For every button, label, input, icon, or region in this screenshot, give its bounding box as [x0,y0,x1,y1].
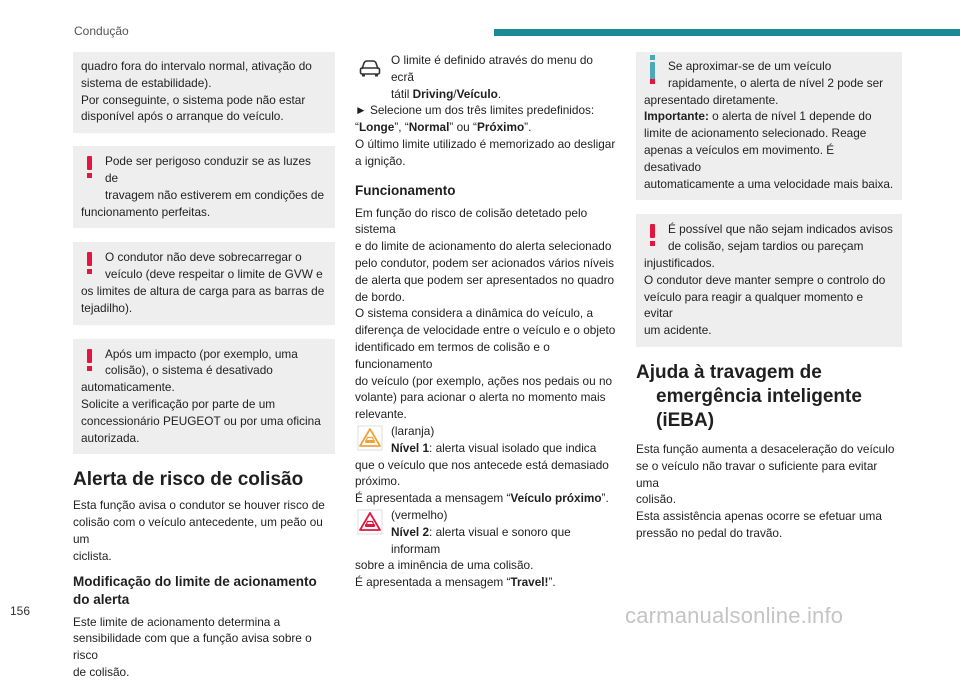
text-line: limite de acionamento selecionado. Reage [644,126,867,141]
option-longe: Longe [358,120,395,135]
warning-box-alerts [636,214,902,347]
text-line: quadro fora do intervalo normal, ativação do [81,59,312,73]
text-line: O condutor deve manter sempre o controlo do [644,272,886,287]
text-line: travagem não estiverem em condições de [105,187,325,202]
alert-level-2 [355,507,617,557]
page-number: 156 [10,604,31,618]
text-line: de colisão, sejam tardios ou pareçam [668,239,864,254]
text-line: sistema de estabilidade). [81,75,212,90]
subsection-heading [73,573,335,609]
info-icon [650,62,655,80]
running-header: Condução [74,24,129,38]
text-line: Esta assistência apenas ocorre se efetuar uma [636,509,882,524]
text-line: identificado em termos de colisão e o funcionamento [355,339,550,371]
text-line: autorizada. [81,430,140,445]
text-line: automaticamente. [81,380,175,395]
warning-exclamation-icon [650,224,655,238]
section-heading [636,361,902,433]
option-proximo: Próximo [476,120,525,135]
text-line: sensibilidade com que a função avisa sobre o risco [73,631,312,663]
text-line: Importante: o alerta de nível 1 depende do [644,109,872,124]
info-box-level-2 [636,52,902,200]
text-line: Em função do risco de colisão detetado pelo sistema [355,205,588,237]
text-line: Solicite a verificação por parte de um [81,396,276,411]
text-line: ► Selecione um dos três limites predefinidos: [355,103,595,118]
text-line: sobre a iminência de uma colisão. [355,558,534,573]
text-line: É apresentada a mensagem “Veículo próximo”. [355,491,609,506]
text-line: Se aproximar-se de um veículo [668,59,832,73]
text-line: Esta função avisa o condutor se houver risco de [73,498,325,513]
text-line: próximo. [355,474,401,489]
important-label: Importante: [644,109,709,124]
text-line: disponível após o arranque do veículo. [81,109,284,124]
text-line: colisão. [636,492,676,507]
warning-exclamation-icon [87,252,92,266]
red-collision-warning-icon [357,509,383,535]
text-line: de colisão. [73,664,130,679]
text-line: pelo condutor, podem ser acionados vários níveis [355,255,615,270]
text-line: do veículo (por exemplo, ações nos pedais ou no [355,373,613,388]
orange-collision-warning-icon [357,425,383,451]
text-line: colisão com o veículo antecedente, um peão ou um [73,515,323,546]
text-line: os limites de altura de carga para as barras de [81,283,325,298]
text-line: Esta função aumenta a desaceleração do veículo [636,441,895,456]
text-line: concessionário PEUGEOT ou por uma oficina [81,413,321,428]
heading-line: Modificação do limite de acionamento [73,573,317,589]
text-line: e do limite de acionamento do alerta selecionado [355,239,612,254]
level-2-color: (vermelho) [391,507,448,522]
threshold-options: “Longe”, “Normal” ou “Próximo”. [355,120,532,135]
warning-exclamation-icon [87,156,92,170]
menu-driving: Driving [412,86,454,101]
column-3 [636,52,902,542]
column-1 [73,52,335,681]
text-line: volante) para acionar o alerta no momento mais [355,390,606,405]
text-line: apenas a veículos em movimento. É desativado [644,142,835,174]
text-line: tátil Driving/Veículo. [391,86,502,101]
header-accent-bar [494,29,960,36]
option-normal: Normal [408,120,450,135]
text-line: O sistema considera a dinâmica do veículo, a [355,306,594,321]
subsection-heading: Funcionamento [355,182,456,198]
level-1-color: (laranja) [391,423,435,438]
text-line: É apresentada a mensagem “Travel!”. [355,575,556,590]
text-line: funcionamento perfeitas. [81,204,211,219]
text-line: Pode ser perigoso conduzir se as luzes de [105,154,311,185]
watermark: carmanualsonline.info [625,603,844,628]
text-line: ciclista. [73,548,112,563]
text-line: se o veículo não travar o suficiente para evitar uma [636,458,878,490]
text-line: rapidamente, o alerta de nível 2 pode ser [668,75,884,90]
warning-box-brake-lights [73,146,335,228]
text-line: um acidente. [644,323,712,338]
text-line: que o veículo que nos antecede está demasiado [355,457,609,472]
text-line: O limite é definido através do menu do ecrã [391,53,593,84]
text-line: tejadilho). [81,300,133,315]
vehicle-menu-icon [357,54,383,80]
menu-instruction [355,52,617,102]
text-line: veículo (deve respeitar o limite de GVW e [105,267,323,282]
text-line: automaticamente a uma velocidade mais baixa. [644,176,894,191]
warning-box-impact [73,339,335,455]
warning-box-overload [73,242,335,324]
text-line: O último limite utilizado é memorizado ao desligar [355,136,616,151]
text-line: a ignição. [355,153,406,168]
text-line: colisão), o sistema é desativado [105,363,273,378]
text-line: Nível 2: alerta visual e sonoro que informam [391,524,571,556]
alert-level-1 [355,423,617,457]
text-line: de bordo. [355,289,405,304]
warning-exclamation-icon [87,349,92,363]
message-travel: Travel! [510,575,549,590]
text-line: diferença de velocidade entre o veículo e o objeto [355,323,616,338]
text-line: Este limite de acionamento determina a [73,614,281,629]
continued-note-box [73,52,335,133]
section-heading: Alerta de risco de colisão [73,469,304,491]
text-line: relevante. [355,407,407,422]
text-line: Nível 1: alerta visual isolado que indica [391,440,597,455]
text-line: Por conseguinte, o sistema pode não estar [81,92,306,107]
text-line: veículo para reagir a qualquer momento e evitar [644,289,864,321]
text-line: Após um impacto (por exemplo, uma [105,346,298,361]
text-line: É possível que não sejam indicados avisos [668,222,893,237]
text-line: O condutor não deve sobrecarregar o [105,250,302,265]
text-line: injustificados. [644,255,715,270]
text-line: apresentado diretamente. [644,92,779,107]
text-line: pressão no pedal do travão. [636,525,783,540]
heading-line: emergência inteligente (iEBA) [656,385,862,431]
heading-line: do alerta [73,591,130,607]
level-1-label: Nível 1 [391,440,430,455]
message-veiculo-proximo: Veículo próximo [510,491,602,506]
column-2 [355,52,617,591]
menu-veiculo: Veículo [456,86,498,101]
heading-line: Ajuda à travagem de [636,361,822,383]
text-line: de alerta que podem ser apresentados no quadro [355,272,615,287]
level-2-label: Nível 2 [391,524,430,539]
